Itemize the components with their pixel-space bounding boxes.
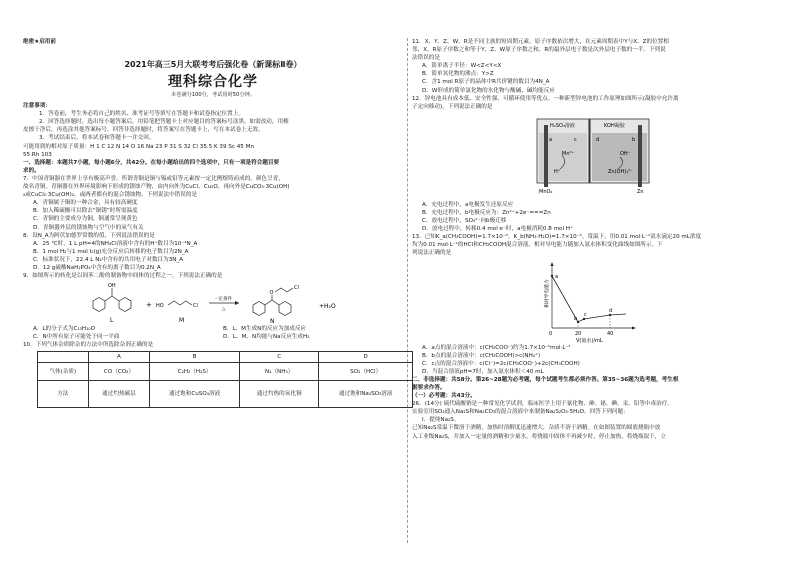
q13-stem: 均为0.01 mol·L⁻¹的HCl和CH₃COOH混合溶液，相对导电能力随加入氨水体积变化曲线如图所示。下	[412, 242, 663, 249]
label-l: L	[110, 317, 114, 325]
notice-item: 2．回答选择题时，选出每小题答案后，用铅笔把答题卡上对应题目的答案标号涂黑。如需改动，用橡	[39, 119, 289, 126]
table-row	[38, 352, 413, 363]
q26-stem: 实验室用SO₂通入Na₂S和Na₂CO₃的混合溶液中来制备Na₂S₂O₃·5H₂O。回答下列问题：	[412, 409, 629, 416]
electrode-b	[638, 125, 642, 187]
o-label: O	[269, 290, 274, 297]
exam-title: 2021年高三5月大联考考后强化卷（新课标Ⅱ卷）	[124, 60, 302, 70]
q10-table	[37, 351, 413, 408]
table-header-cell: B	[150, 352, 240, 363]
q11-stem: 邻，X、R原子序数之和等于Y、Z、W原子序数之和，R的最外层电子数是次外层电子数的一半。下列说	[412, 47, 666, 54]
right-solution-label: KOH凝胶	[604, 122, 625, 129]
section2-title-cont: 据要求作答。	[412, 384, 446, 391]
q12-battery-figure	[412, 111, 774, 201]
atomic-mass-line: 55 Rh 103	[23, 151, 52, 158]
q12-option: C．放电过程中，SO₄²⁻向b极迁移	[422, 218, 507, 225]
q7-option: D．青铜器外层的锈蚀物与空气中的氧气有关	[33, 224, 144, 231]
table-header-cell: D	[319, 352, 413, 363]
table-cell: 通过灼热碳层	[88, 381, 150, 408]
molecule-l	[93, 288, 131, 312]
q12-stem: 子定向移动)。下列说法正确的是	[412, 103, 493, 110]
arrow-condition: 一定条件	[214, 297, 232, 303]
q8-option: B．1 mol H₂与1 mol I₂(g)充分反应后转移的电子数目为2N_A	[33, 248, 189, 255]
q13-option: B．b点的混合溶液中：c(CH₃COOH)>c(NH₄⁺)	[422, 352, 541, 359]
arrow-heat: △	[222, 307, 226, 313]
q7-stem: 7．中国青铜器在世界上享有极高声誉。所谓青铜是铜与锡或铅等元素按一定比例熔铸而成的，颜色呈青，	[23, 175, 284, 182]
q13-option: C．c点的混合溶液中：c(Cl⁻)=2c(CH₃COO⁻)+2c(CH₃COOH)	[422, 360, 580, 367]
plus-sign: +	[146, 301, 152, 310]
section2-title: 二、非选择题：共58分。第26~28题为必考题，每个试题考生都必须作答。第35~36题为选考题，考生根	[412, 376, 679, 383]
molecule-m	[168, 301, 192, 305]
ion-oh: OH⁻	[620, 150, 631, 157]
label-a: a	[549, 136, 553, 143]
x-axis-label: V(氨水)/mL	[576, 337, 603, 344]
table-row	[38, 381, 413, 408]
column-divider	[407, 38, 408, 543]
notice-item: 皮擦干净后，再选涂其他答案标号。回答非选择题时，将答案写在答题卡上，写在本试卷上无效。	[23, 127, 264, 134]
q26-stem: 已知Na₂S常温下微溶于酒精，加热时溶解度迅速增大，杂质不溶于酒精。在如图装置的圆底烧瓶中放	[412, 425, 661, 432]
left-solution-label: H₂SO₄溶液	[550, 122, 575, 129]
q12-option: D．放电过程中，转移0.4 mol e⁻时，a电极消耗0.8 mol H⁺	[422, 226, 573, 233]
q11-option: B．简单氢化物的沸点：Y>Z	[422, 71, 494, 78]
q11-stem: 11．X、Y、Z、W、R是不同主族的短周期元素，原子序数依次增大，在元素周期表中Y与X、Z的位置相	[412, 39, 669, 45]
q9-option: B．L、M生成N的反应为加成反应	[223, 326, 307, 333]
ion-zn: Zn(OH)₄²⁻	[608, 168, 633, 175]
ion-mn: Mn²⁺	[562, 150, 575, 157]
q11-option: A．简单离子半径：W<Z<Y<X	[422, 63, 502, 70]
ion-h: H⁺	[554, 168, 561, 175]
label-d: d	[596, 136, 600, 143]
cl-label-n: Cl	[294, 285, 299, 292]
left-column	[23, 38, 403, 408]
point-d: d	[609, 307, 613, 314]
q7-option: B．加入稀硫酸可以除去“铜锈”时所需温度	[33, 208, 138, 215]
table-header-cell: C	[239, 352, 318, 363]
q7-option: A．青铜属于铜的一种合金，具有较高硬度	[33, 200, 138, 207]
x-tick: 0	[549, 330, 553, 337]
q11-stem: 法错误的是	[412, 55, 440, 62]
table-cell: 通过饱和CuSO₄溶液	[150, 381, 240, 408]
subject-title: 理科综合化学	[168, 74, 258, 91]
electrode-left-label: MnO₂	[539, 188, 553, 195]
table-cell: SO₂（HCl）	[319, 363, 413, 381]
q9-stem: 9．如图所示的转化是以间苯二酚的制备物中间体的过程之一，下列说法正确的是	[23, 273, 223, 280]
label-b: b	[632, 136, 636, 143]
q9-option: A．L的分子式为C₁₃H₁₀O	[33, 326, 95, 333]
label-m: M	[179, 317, 185, 325]
q9-options-row2	[23, 333, 403, 341]
notice-item: 3．考试结束后，将本试卷和答题卡一并交回。	[39, 135, 155, 142]
notice-item: 1．答卷前，考生务必将自己的姓名、准考证号等填写在答题卡和试卷指定位置上。	[39, 111, 244, 118]
section1-title-cont: 求的。	[23, 167, 40, 174]
q9-options-row1	[23, 325, 403, 333]
label-n: N	[270, 318, 275, 326]
electrode-right-label: Zn	[637, 188, 644, 195]
q7-stem: 故名青铜。青铜器在外界环境影响下形成的锈蚀产物，由内向外为CuCl、Cu₂O，再向外是CuCO₃·3Cu(OH)	[23, 184, 290, 191]
table-header-cell: A	[88, 352, 150, 363]
right-column	[412, 38, 774, 441]
table-cell: 方法	[38, 381, 89, 408]
q8-option: A．25 ℃时，1 L pH=4的NH₄Cl溶液中含有的H⁺数目为10⁻⁴N_A	[33, 240, 198, 247]
q8-option: D．12 g硫酸NaH₂PO₄中含有的离子数目为0.2N_A	[33, 264, 161, 271]
table-cell: CO（CO₂）	[88, 363, 150, 381]
q13-stem: 13．已知K_a(CH₃COOH)=1.7×10⁻⁵，K_b(NH₃·H₂O)=1.7×10⁻⁵。常温下，用0.01 mol·L⁻¹氨水滴定20 mL浓度	[412, 234, 702, 241]
oh-label: OH	[108, 283, 116, 290]
point-c: c	[584, 311, 587, 318]
q12-option: A．充电过程中，a电极发生还原反应	[422, 201, 514, 208]
y-axis-label: 相对导电能力	[545, 278, 550, 308]
x-tick: 40	[607, 330, 614, 337]
table-cell: N₂（NH₃）	[239, 363, 318, 381]
atomic-mass-line: 可能用到的相对原子质量：H 1 C 12 N 14 O 16 Na 23 P 31 S 32 Cl 35.5 K 39 Sc 45 Mn	[23, 143, 255, 150]
electrode-a	[544, 125, 548, 187]
q26-stem: Ⅰ．提纯Na₂S。	[422, 417, 460, 424]
q10-stem: 10．下列气体杂质除杂的方法中所选除杂剂正确的是	[23, 342, 154, 349]
table-cell: 通过灼热的氧化铜	[239, 381, 318, 408]
q13-stem: 列说法正确的是	[412, 250, 452, 257]
q7-option: C．青铜的主要成分为铜，铜通常呈现黄色	[33, 216, 138, 223]
conductivity-curve	[552, 273, 626, 322]
table-row	[38, 363, 413, 381]
q12-stem: 12．锌电池具有成本低、安全性强、可循环使用等优点。一种新型锌电池的工作原理如图所示(凝胶中允许离	[412, 95, 679, 102]
q9-option: D．L、M、N均能与Na反应生成H₂	[223, 334, 310, 341]
notice-title: 注意事项：	[23, 103, 51, 110]
table-header-cell	[38, 352, 89, 363]
q11-option: C．含1 mol R原子的晶体中R共价键的数目为4N_A	[422, 79, 550, 86]
q11-option: D．W形成的简单氯化物的水化物与酸碱、碱均能反应	[422, 87, 555, 94]
score-line: 本卷满分100分，考试用时50分钟。	[171, 92, 255, 99]
point-b: b	[574, 315, 578, 322]
ho-label: HO	[156, 303, 164, 310]
table-cell: 通过饱和Na₂SO₃溶液	[319, 381, 413, 408]
water-product: +H₂O	[319, 303, 336, 311]
label-c: c	[574, 136, 577, 143]
q26-stem: 26．(14分) 硫代硫酸钠是一种常见化学试剂，临床医学上用于氰化物、砷、铋、碘、汞、铅等中毒治疗。	[412, 401, 673, 408]
q9-option: C．N中所有原子可能处于同一平面	[33, 334, 120, 341]
table-cell: C₂H₂（H₂S）	[150, 363, 240, 381]
q13-conductivity-chart	[412, 258, 774, 344]
q26-stem: 入工业级Na₂S，并加入一定量的酒精和少量水。将烧瓶中固体不再减少时，停止加热，将烧瓶取下，立	[412, 433, 666, 440]
secret-label: 绝密★启用前	[23, 39, 56, 45]
q8-option: C．标准状况下，22.4 L N₂中含有的共用电子对数目为3N_A	[33, 256, 184, 263]
table-cell: 气体(杂质)	[38, 363, 89, 381]
q13-option: D．当混合溶液pH=7时，加入氨水体积＜40 mL	[422, 368, 544, 375]
cl-label: Cl	[193, 303, 198, 310]
x-tick: 20	[575, 330, 582, 337]
q13-option: A．a点的混合溶液中：c(CH₃COO⁻)约为1.7×10⁻⁵mol·L⁻¹	[422, 344, 571, 351]
point-a: a	[555, 273, 559, 280]
section1-title: 一、选择题：本题共7小题，每小题6分，共42分。在每小题给出的四个选项中，只有一项是符合题目要	[23, 159, 280, 166]
q7-stem: ₂或CuCl₂·3Cu(OH)₂，或两者都有的混合锈蚀物。下列说法中错误的是	[23, 192, 198, 199]
q8-stem: 8．设N_A为阿伏加德罗常数的值，下列说法错误的是	[23, 232, 155, 239]
q9-reaction-scheme	[23, 281, 403, 325]
q12-option: B．充电过程中，b电极反应为：Zn²⁺+2e⁻===Zn	[422, 209, 551, 216]
section2-sub: （一）必考题：共43分。	[412, 393, 476, 400]
